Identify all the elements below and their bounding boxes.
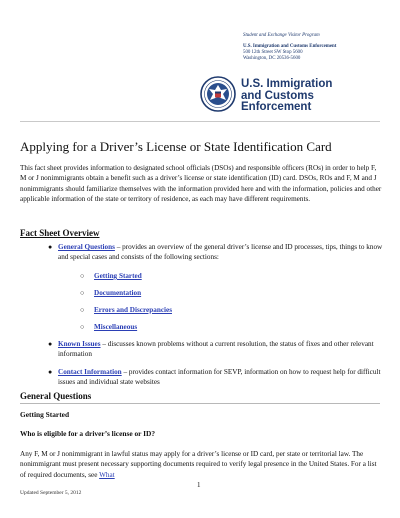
bullet-icon: ● [48,243,53,251]
overview-item-text: – discusses known problems without a current resolution, the status of fixes and other relevant information [58,340,374,359]
header-block [243,33,393,62]
bullet-icon: ● [48,368,53,376]
header-divider [20,121,380,122]
answer-text: Any F, M or J nonimmigrant in lawful status may apply for a driver’s license or ID card, per state or territorial law. The nonimmigrant must present necessary supporting documents required to verify legal presence in the United States. For a list of required documents, see [20,450,377,479]
documentation-link[interactable]: Documentation [94,289,142,297]
eligibility-answer [20,449,382,480]
contact-information-link[interactable]: Contact Information [58,368,122,376]
what-link[interactable]: What [99,470,115,479]
circle-bullet-icon: ○ [80,289,85,297]
address-line-2: Washington, DC 20536-5600 [243,56,301,61]
section-item [80,322,138,332]
eligibility-question: Who is eligible for a driver’s license or ID? [20,429,156,438]
wordmark-line-2: and Customs [241,89,314,102]
errors-discrepancies-link[interactable]: Errors and Discrepancies [94,306,172,314]
section-item [80,288,142,298]
general-questions-heading: General Questions [20,391,92,401]
wordmark-line-1: U.S. Immigration [241,78,333,90]
program-name: Student and Exchange Visitor Program [243,33,320,38]
overview-item-known-issues [48,339,383,360]
overview-heading: Fact Sheet Overview [20,228,100,238]
overview-item-general [48,242,383,263]
agency-name: U.S. Immigration and Customs Enforcement [243,44,337,49]
section-item [80,305,172,315]
known-issues-link[interactable]: Known Issues [58,340,101,348]
getting-started-link[interactable]: Getting Started [94,272,142,280]
wordmark-line-3: Enforcement [241,101,312,113]
overview-item-text: – provides contact information for SEVP, information on how to request help for difficult issues and individual state websites [58,368,381,387]
section-item [80,271,142,281]
circle-bullet-icon: ○ [80,323,85,331]
getting-started-heading: Getting Started [20,410,70,419]
dhs-seal-icon [200,76,236,112]
bullet-icon: ● [48,340,53,348]
intro-paragraph: This fact sheet provides information to designated school officials (DSOs) and responsible officers (ROs) in order to help F, M or J nonimmigrants obtain a benefit such as a driver’s license or state identification (ID) card. DSOs, ROs and F, M and J nonimmigrants should familiarize themselves with the information provided here and with the information, policies and other applicable information of the state or territory of residence, as each may have different requirements. [20,164,382,203]
miscellaneous-link[interactable]: Miscellaneous [94,323,138,331]
address-line-1: 500 12th Street SW Stop 5600 [243,50,303,55]
agency-wordmark [241,79,391,114]
general-questions-link[interactable]: General Questions [58,243,115,251]
circle-bullet-icon: ○ [80,272,85,280]
overview-item-text: – provides an overview of the general driver’s license and ID processes, tips, things to know and special cases and consists of the following sections: [58,243,383,262]
document-title: Applying for a Driver’s License or State Identification Card [20,139,332,154]
updated-date: Updated September 5, 2012 [20,490,82,496]
section-divider [20,403,380,404]
page-number: 1 [197,481,201,489]
circle-bullet-icon: ○ [80,306,85,314]
overview-item-contact [48,367,383,388]
